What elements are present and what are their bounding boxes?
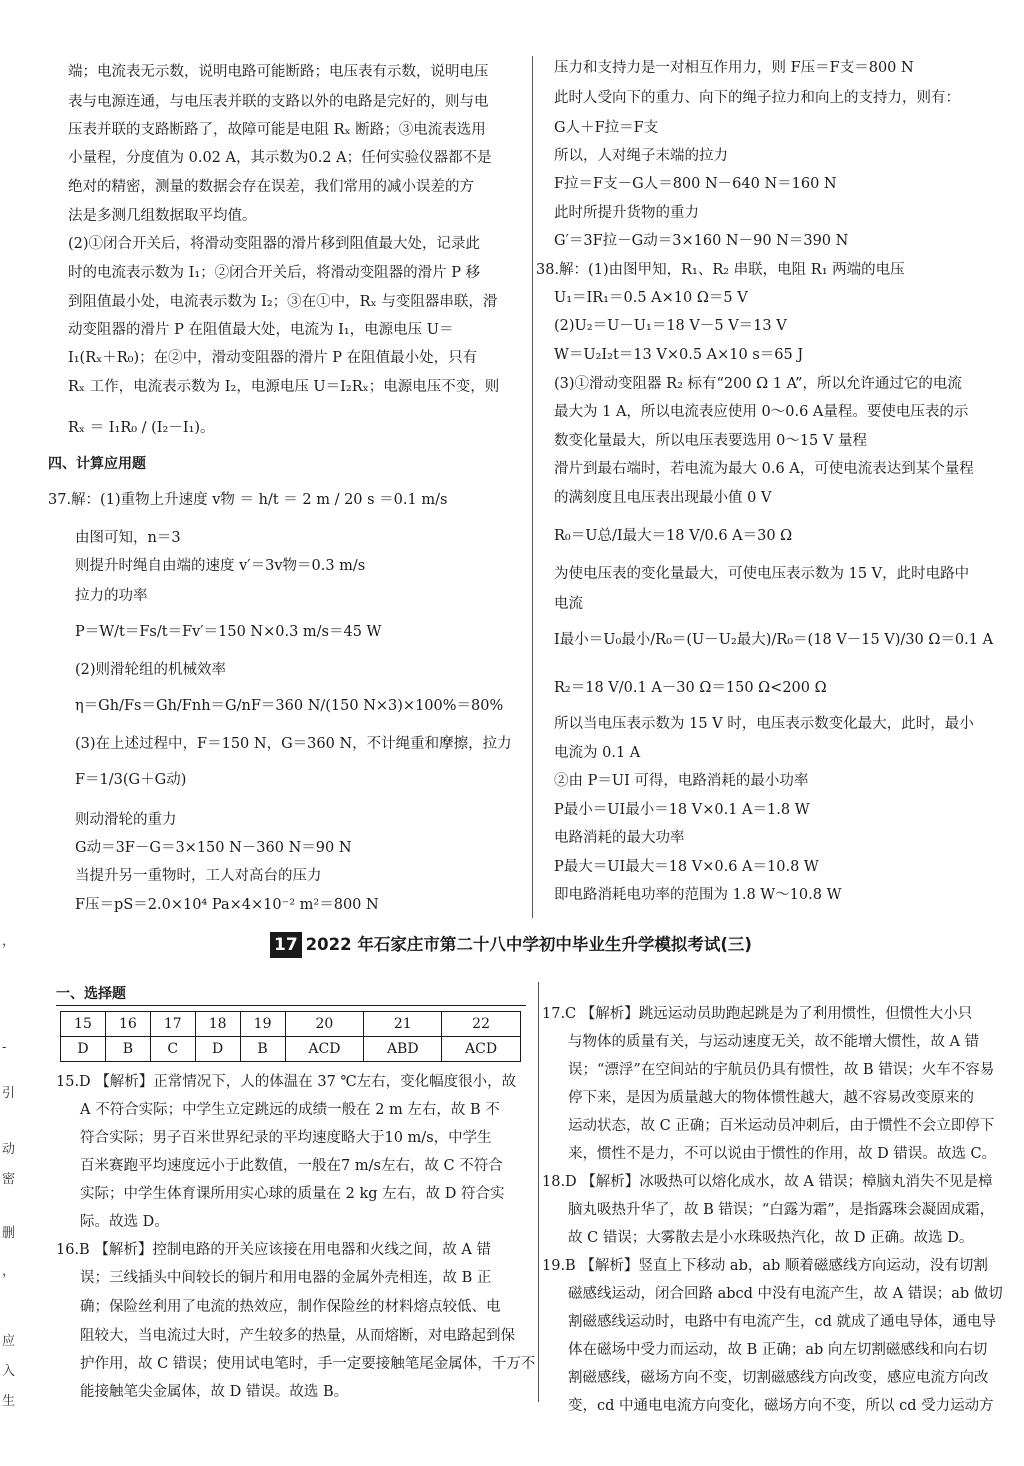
text-line: (2)则滑轮组的机械效率 [75, 662, 227, 678]
answer-cell: B [240, 1037, 285, 1062]
text-line: P最小＝UI最小＝18 V×0.1 A＝1.8 W [554, 802, 810, 818]
text-line: G人＋F拉＝F支 [554, 120, 659, 136]
text-line: 即电路消耗电功率的范围为 1.8 W～10.8 W [554, 887, 842, 903]
text-line: 压力和支持力是一对相互作用力，则 F压＝F支＝800 N [554, 60, 914, 76]
text-line: 磁感线运动，闭合回路 abcd 中没有电流产生，故 A 错误；ab 做切 [568, 1286, 1003, 1302]
text-line: (3)在上述过程中，F＝150 N，G＝360 N，不计绳重和摩擦，拉力 [75, 736, 512, 752]
text-line: F压＝pS＝2.0×10⁴ Pa×4×10⁻² m²＝800 N [75, 897, 379, 913]
text-line: Rₓ 工作，电流表示数为 I₂，电源电压 U＝I₂Rₓ；电源电压不变，则 [68, 379, 500, 395]
text-line: 最大为 1 A，所以电流表应使用 0～0.6 A量程。要使电压表的示 [554, 404, 969, 420]
question-number: 21 [364, 1012, 442, 1037]
text-line: 变，cd 中通电电流方向变化，磁场方向不变，所以 cd 受力运动方 [568, 1398, 994, 1414]
exam-title: 2022 年石家庄市第二十八中学初中毕业生升学模拟考试(三) [305, 935, 752, 954]
text-line: 19.B 【解析】竖直上下移动 ab，ab 顺着磁感线方向运动，没有切割 [542, 1258, 988, 1274]
text-line: P最大＝UI最大＝18 V×0.6 A＝10.8 W [554, 859, 819, 875]
text-line: 压表并联的支路断路了，故障可能是电阻 Rₓ 断路；③电流表选用 [68, 122, 486, 138]
text-line: 电流 [554, 596, 583, 612]
text-line: 16.B 【解析】控制电路的开关应该接在用电器和火线之间，故 A 错 [56, 1242, 492, 1258]
text-line: I₁(Rₓ＋R₀)；在②中，滑动变阻器的滑片 P 在阻值最小处，只有 [68, 350, 478, 366]
text-line: 电流为 0.1 A [554, 745, 641, 761]
text-line: 与物体的质量有关，与运动速度无关，故不能增大惯性，故 A 错 [568, 1034, 980, 1050]
margin-mark: 密 [2, 1172, 16, 1187]
text-line: 割磁感线运动时，电路中有电流产生，cd 就成了通电导体，通电导 [568, 1314, 997, 1330]
text-line: 误；“漂浮”在空间站的宇航员仍具有惯性，故 B 错误；火车不容易 [568, 1062, 995, 1078]
question-number: 15 [61, 1012, 106, 1037]
text-line: 此时所提升货物的重力 [554, 205, 699, 221]
text-line: 则提升时绳自由端的速度 v′＝3v物＝0.3 m/s [75, 558, 366, 574]
text-line: G′＝3F拉－G动＝3×160 N－90 N＝390 N [554, 233, 849, 249]
answer-cell: ABD [364, 1037, 442, 1062]
text-line: 际。故选 D。 [80, 1214, 169, 1230]
text-line: 阻较大，当电流过大时，产生较多的热量，从而熔断，对电路起到保 [80, 1328, 515, 1344]
text-line: 数变化量最大，所以电压表要选用 0～15 V 量程 [554, 433, 867, 449]
text-line: 割磁感线，磁场方向不变，切割磁感线方向改变，感应电流方向改 [568, 1370, 989, 1386]
margin-mark: 入 [2, 1364, 16, 1379]
answer-cell: ACD [442, 1037, 521, 1062]
text-line: 的满刻度且电压表出现最小值 0 V [554, 490, 772, 506]
margin-mark: 引 [2, 1086, 16, 1101]
column-divider [538, 982, 539, 1402]
margin-mark: - [2, 1040, 7, 1055]
text-line: 拉力的功率 [75, 588, 148, 604]
text-line: 符合实际；男子百米世界纪录的平均速度略大于10 m/s，中学生 [80, 1130, 492, 1146]
text-line: 所以当电压表示数为 15 V 时，电压表示数变化最大，此时，最小 [554, 716, 974, 732]
question-number: 19 [240, 1012, 285, 1037]
text-line: 电路消耗的最大功率 [554, 830, 685, 846]
margin-mark: 动 [2, 1142, 16, 1157]
question-number: 22 [442, 1012, 521, 1037]
question-number: 18 [195, 1012, 240, 1037]
answer-cell: D [195, 1037, 240, 1062]
text-line: 法是多测几组数据取平均值。 [68, 208, 257, 224]
text-line: 绝对的精密，测量的数据会存在误差，我们常用的减小误差的方 [68, 179, 474, 195]
margin-mark: 应 [2, 1334, 16, 1349]
answer-cell: B [105, 1037, 150, 1062]
text-line: 37.解：(1)重物上升速度 v物 ＝ h/t ＝ 2 m / 20 s ＝0.1 m/s [48, 492, 448, 508]
text-line: F拉＝F支－G人＝800 N－640 N＝160 N [554, 176, 837, 192]
text-line: 18.D 【解析】冰吸热可以熔化成水，故 A 错误；樟脑丸消失不见是樟 [542, 1174, 993, 1190]
formula-line: Rₓ ＝ I₁R₀ / (I₂－I₁)。 [68, 420, 215, 436]
text-line: 15.D 【解析】正常情况下，人的体温在 37 ℃左右，变化幅度很小，故 [56, 1074, 517, 1090]
text-line: 停下来，是因为质量越大的物体惯性越大，越不容易改变原来的 [568, 1090, 974, 1106]
column-divider [532, 56, 533, 918]
text-line: A 不符合实际；中学生立定跳远的成绩一般在 2 m 左右，故 B 不 [80, 1102, 500, 1118]
text-line: 确；保险丝利用了电流的热效应，制作保险丝的材料熔点较低、电 [80, 1299, 501, 1315]
text-line: 动变阻器的滑片 P 在阻值最大处，电流为 I₁，电源电压 U＝ [68, 322, 454, 338]
section-title: 一、选择题 [56, 986, 126, 1002]
formula-line: η＝Gh/Fs＝Gh/Fnh＝G/nF＝360 N/(150 N×3)×100%＝80% [75, 698, 504, 714]
text-line: ②由 P＝UI 可得，电路消耗的最小功率 [554, 773, 809, 789]
text-line: (2)U₂＝U－U₁＝18 V－5 V＝13 V [554, 318, 787, 334]
text-line: 护作用，故 C 错误；使用试电笔时，手一定要接触笔尾金属体，千万不 [80, 1356, 536, 1372]
text-line: 38.解：(1)由图甲知，R₁、R₂ 串联，电阻 R₁ 两端的电压 [536, 262, 905, 278]
section-rule [56, 1005, 526, 1006]
text-line: 百米赛跑平均速度远小于此数值，一般在7 m/s左右，故 C 不符合 [80, 1158, 503, 1174]
text-line: 时的电流表示数为 I₁；②闭合开关后，将滑动变阻器的滑片 P 移 [68, 265, 481, 281]
text-line: (3)①滑动变阻器 R₂ 标有“200 Ω 1 A”，所以允许通过它的电流 [554, 376, 962, 392]
formula-line: R₀＝U总/I最大＝18 V/0.6 A＝30 Ω [554, 528, 793, 544]
text-line: 能接触笔尖金属体，故 D 错误。故选 B。 [80, 1384, 349, 1400]
answer-table-answer-row [61, 1037, 521, 1062]
answer-cell: C [150, 1037, 195, 1062]
text-line: 则动滑轮的重力 [75, 812, 177, 828]
text-line: 当提升另一重物时，工人对高台的压力 [75, 868, 322, 884]
answer-cell: ACD [285, 1037, 364, 1062]
text-line: 端；电流表无示数，说明电路可能断路；电压表有示数，说明电压 [68, 64, 489, 80]
text-line: 来，惯性不是力，不可以说由于惯性的作用，故 D 错误。故选 C。 [568, 1146, 997, 1162]
answer-table-question-row [61, 1012, 521, 1037]
answer-cell: D [61, 1037, 106, 1062]
text-line: 脑丸吸热升华了，故 B 错误；“白露为霜”，是指露珠会凝固成霜， [568, 1202, 995, 1218]
text-line: 所以，人对绳子末端的拉力 [554, 148, 728, 164]
text-line: 实际；中学生体育课所用实心球的质量在 2 kg 左右，故 D 符合实 [80, 1186, 505, 1202]
exam-number-badge: 17 [270, 932, 302, 958]
text-line: 体在磁场中受力而运动，故 B 正确；ab 向左切割磁感线和向右切 [568, 1342, 988, 1358]
text-line: 表与电源连通，与电压表并联的支路以外的电路是完好的，则与电 [68, 94, 489, 110]
text-line: W＝U₂I₂t＝13 V×0.5 A×10 s＝65 J [554, 347, 804, 363]
text-line: G动＝3F－G＝3×150 N－360 N＝90 N [75, 840, 352, 856]
answer-table [60, 1011, 521, 1062]
text-line: 17.C 【解析】跳远运动员助跑起跳是为了利用惯性，但惯性大小只 [542, 1006, 973, 1022]
margin-mark: 生 [2, 1394, 16, 1409]
exam-banner [270, 932, 752, 958]
question-number: 16 [105, 1012, 150, 1037]
text-line: (2)①闭合开关后，将滑动变阻器的滑片移到阻值最大处，记录此 [68, 236, 481, 252]
text-line: 故 C 错误；大雾散去是小水珠吸热汽化，故 D 正确。故选 D。 [568, 1230, 974, 1246]
margin-mark: ， [2, 934, 16, 949]
text-line: 为使电压表的变化量最大，可使电压表示数为 15 V，此时电路中 [554, 566, 970, 582]
question-number: 20 [285, 1012, 364, 1037]
text-line: 到阻值最小处，电流表示数为 I₂；③在①中，Rₓ 与变阻器串联，滑 [68, 294, 498, 310]
formula-line: R₂＝18 V/0.1 A－30 Ω＝150 Ω<200 Ω [554, 680, 827, 696]
formula-line: I最小＝U₀最小/R₀＝(U－U₂最大)/R₀＝(18 V－15 V)/30 Ω＝0.1 A [554, 632, 994, 648]
section-title: 四、计算应用题 [48, 456, 146, 472]
margin-mark: 删 [2, 1226, 16, 1241]
question-number: 17 [150, 1012, 195, 1037]
text-line: 由图可知，n＝3 [75, 530, 181, 546]
text-line: U₁＝IR₁＝0.5 A×10 Ω＝5 V [554, 290, 748, 306]
margin-mark: ， [2, 1264, 16, 1279]
text-line: 运动状态，故 C 正确；百米运动员冲刺后，由于惯性不会立即停下 [568, 1118, 995, 1134]
formula-line: F＝1/3(G＋G动) [75, 772, 187, 788]
text-line: 小量程，分度值为 0.02 A，其示数为0.2 A；任何实验仪器都不是 [68, 150, 492, 166]
text-line: 此时人受向下的重力、向下的绳子拉力和向上的支持力，则有： [554, 90, 960, 106]
text-line: 误；三线插头中间较长的铜片和用电器的金属外壳相连，故 B 正 [80, 1270, 492, 1286]
text-line: 滑片到最右端时，若电流为最大 0.6 A，可使电流表达到某个量程 [554, 461, 974, 477]
formula-line: P＝W/t＝Fs/t＝Fv′＝150 N×0.3 m/s＝45 W [75, 624, 382, 640]
